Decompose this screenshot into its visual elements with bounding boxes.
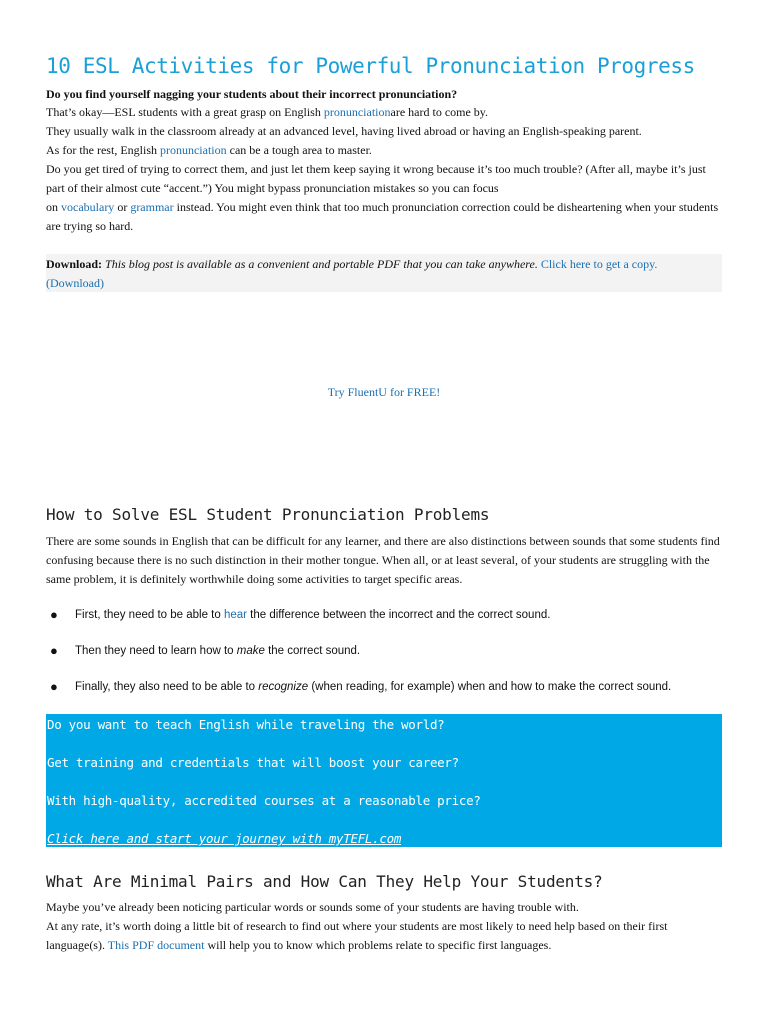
intro-text: are hard to come by. [390,105,489,119]
intro-text: or [114,200,131,214]
section-heading-solve: How to Solve ESL Student Pronunciation Problems [46,505,490,524]
pronunciation-link-2[interactable]: pronunciation [159,143,227,157]
list-item-emphasis: make [236,645,265,657]
pdf-document-link[interactable]: This PDF document [107,938,205,952]
list-item-text: (when reading, for example) when and how to make the correct sound. [308,681,672,693]
bullet-icon: ● [50,607,58,622]
article-title: 10 ESL Activities for Powerful Pronunciation Progress [46,54,695,78]
intro-paragraph-1 [46,103,726,122]
get-copy-link[interactable]: Click here to get a copy. [540,257,658,271]
list-item [46,677,736,713]
intro-text: Do you get tired of trying to correct them, and just let them keep saying it wrong because it’s too much trouble? (After all, maybe it’s just part of their almost cute “accent.”) You might bypass pronunciation mistakes so you can focus [46,162,706,195]
list-item-emphasis: recognize [258,681,309,693]
bullet-icon: ● [50,643,58,658]
download-box [46,254,722,292]
section2-paragraph-2 [46,917,726,955]
list-item-text: Then they need to learn how to [75,645,237,657]
list-item-text: the correct sound. [264,645,361,657]
intro-text: can be a tough area to master. [226,143,372,157]
promo-line: Do you want to teach English while traveling the world? [47,717,445,732]
download-link[interactable]: (Download) [46,276,104,290]
intro-paragraph-3 [46,141,726,160]
download-text: This blog post is available as a convenient and portable PDF that you can take anywhere. [102,257,538,271]
section-paragraph: There are some sounds in English that can be difficult for any learner, and there are also distinctions between sounds that some students find confusing because there is no such distinction in their mother tongue. When all, or at least several, of your students are struggling with the same problem, it is definitely worthwhile doing some activities to target specific areas. [46,534,720,586]
try-fluentu-banner [0,385,768,400]
list-item [46,605,736,641]
section2-text: At any rate, it’s worth doing a little bit of research to find out where your students are most likely to need help based on their first language(s). [46,919,668,952]
list-item [46,641,736,677]
download-label: Download: [46,257,103,271]
hear-link[interactable]: hear [223,609,247,621]
mytefl-link[interactable]: Click here and start your journey with myTEFL.com [47,831,402,846]
promo-link-line [47,831,401,846]
list-item-text: Finally, they also need to be able to [75,681,259,693]
tefl-promo-box [46,714,722,847]
intro-text: on [46,200,61,214]
try-fluentu-link[interactable]: Try FluentU for FREE! [327,385,441,399]
bullet-icon: ● [50,679,58,694]
intro-text: instead. You might even think that too much pronunciation correction could be disheartening when your students are trying so hard. [46,200,719,233]
intro-text: As for the rest, English [46,143,160,157]
intro-paragraph-2: They usually walk in the classroom already at an advanced level, having lived abroad or having an English-speaking parent. [46,124,642,138]
vocabulary-link[interactable]: vocabulary [61,200,115,214]
promo-line: With high-quality, accredited courses at a reasonable price? [47,793,481,808]
intro-lead: Do you find yourself nagging your students about their incorrect pronunciation? [46,87,458,101]
promo-line: Get training and credentials that will boost your career? [47,755,459,770]
grammar-link[interactable]: grammar [130,200,174,214]
steps-list [46,605,736,713]
pronunciation-link[interactable]: pronunciation [323,105,391,119]
list-item-text: First, they need to be able to [75,609,224,621]
section2-text: will help you to know which problems relate to specific first languages. [204,938,552,952]
intro-text: That’s okay—ESL students with a great grasp on English [46,105,324,119]
section-heading-minimal-pairs: What Are Minimal Pairs and How Can They Help Your Students? [46,872,603,891]
intro-section [46,86,726,236]
intro-paragraph-4 [46,160,726,236]
list-item-text: the difference between the incorrect and the correct sound. [246,609,551,621]
section2-paragraph-1: Maybe you’ve already been noticing particular words or sounds some of your students are having trouble with. [46,900,579,914]
